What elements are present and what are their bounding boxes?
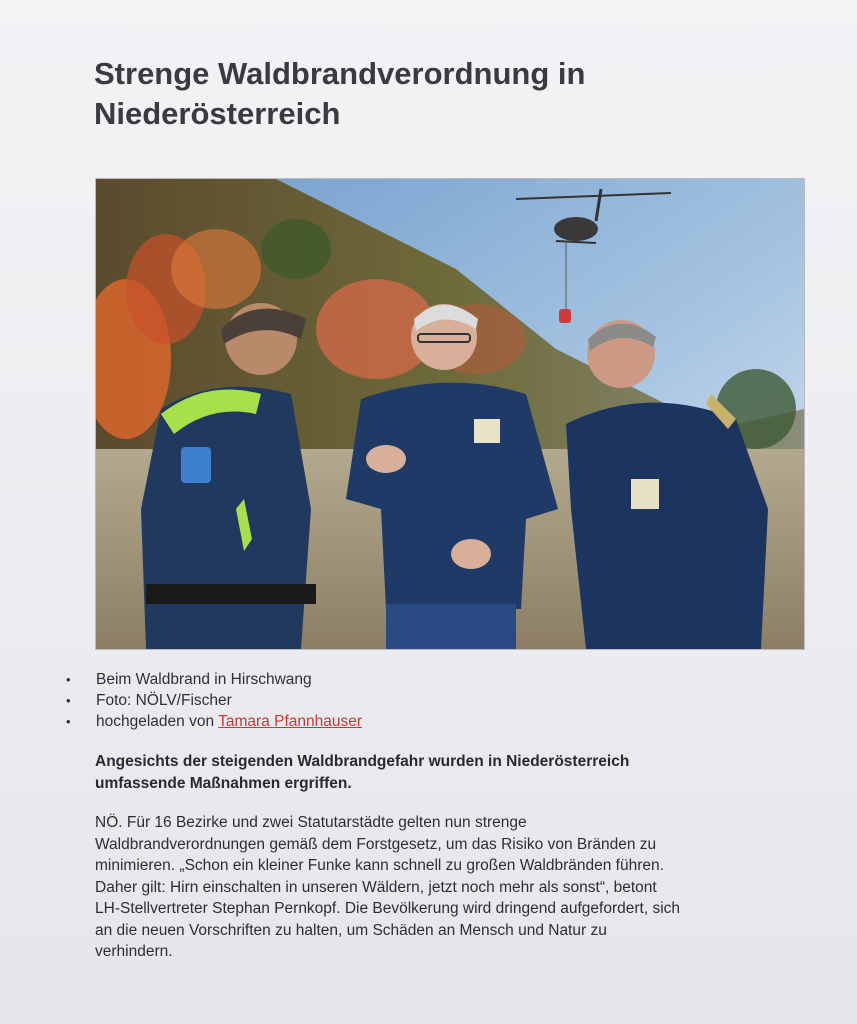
body-line: LH-Stellvertreter Stephan Pernkopf. Die Bevölkerung wird dringend aufgefordert, sich [95, 900, 681, 917]
article-title [94, 54, 794, 134]
body-line: an die neuen Vorschriften zu halten, um Schäden an Mensch und Natur zu [95, 921, 607, 939]
title-line-1: Strenge Waldbrandverordnung in [94, 56, 586, 91]
photo-credit: • Foto: NÖLV/Fischer [66, 690, 362, 711]
photo-illustration [96, 179, 804, 649]
body-line: Daher gilt: Hirn einschalten in unseren Wäldern, jetzt noch mehr als sonst“, betont [95, 878, 657, 896]
lead-line-2: umfassende Maßnahmen ergriffen. [95, 775, 352, 792]
photo-caption: • Beim Waldbrand in Hirschwang [66, 669, 362, 690]
body-line: Waldbrandverordnungen gemäß dem Forstgesetz, um das Risiko von Bränden zu [95, 835, 657, 853]
article-body [95, 812, 785, 963]
article-photo [95, 178, 805, 650]
article-lead [95, 751, 735, 795]
title-line-2: Niederösterreich [94, 96, 341, 131]
uploader-link[interactable]: Tamara Pfannhauser [218, 713, 362, 730]
body-line: verhindern. [95, 943, 173, 960]
body-line: NÖ. Für 16 Bezirke und zwei Statutarstädte gelten nun strenge [95, 814, 527, 831]
lead-line-1: Angesichts der steigenden Waldbrandgefahr wurden in Niederösterreich [95, 753, 630, 770]
uploaded-by [66, 711, 362, 732]
photo-meta-list [66, 669, 362, 732]
body-line: minimieren. „Schon ein kleiner Funke kann schnell zu großen Waldbränden führen. [95, 857, 664, 874]
uploaded-prefix: hochgeladen von [96, 713, 219, 730]
